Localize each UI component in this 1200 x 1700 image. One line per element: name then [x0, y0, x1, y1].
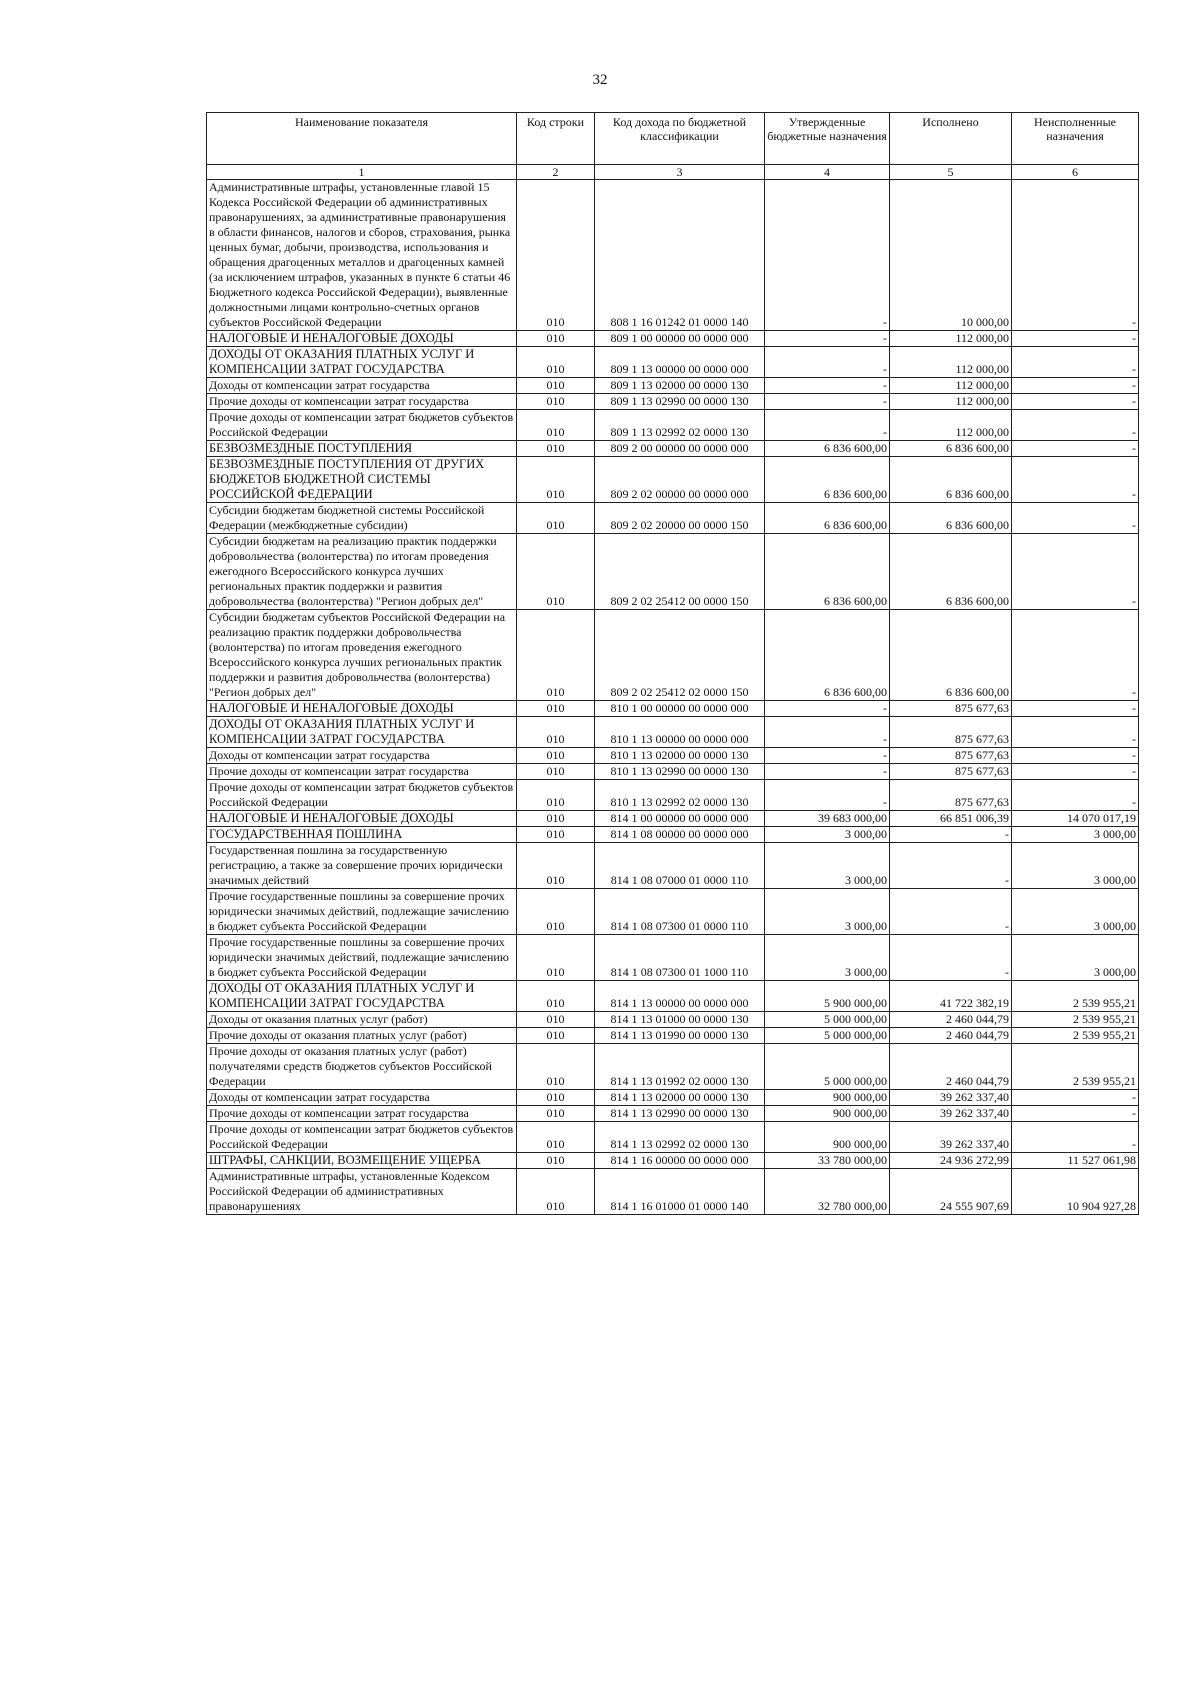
- table-row: [207, 410, 1139, 441]
- approved-amount: -: [765, 410, 890, 441]
- approved-amount: -: [765, 780, 890, 811]
- budget-classification-code: 808 1 16 01242 01 0000 140: [595, 180, 765, 331]
- unexecuted-amount: 11 527 061,98: [1012, 1153, 1139, 1169]
- executed-amount: 2 460 044,79: [890, 1044, 1012, 1090]
- budget-classification-code: 814 1 13 01992 02 0000 130: [595, 1044, 765, 1090]
- approved-amount: 3 000,00: [765, 889, 890, 935]
- table-row: [207, 717, 1139, 748]
- unexecuted-amount: -: [1012, 394, 1139, 410]
- executed-amount: 875 677,63: [890, 748, 1012, 764]
- column-number: 2: [517, 165, 595, 180]
- executed-amount: 112 000,00: [890, 347, 1012, 378]
- executed-amount: 112 000,00: [890, 410, 1012, 441]
- executed-amount: 24 936 272,99: [890, 1153, 1012, 1169]
- unexecuted-amount: -: [1012, 717, 1139, 748]
- approved-amount: 900 000,00: [765, 1090, 890, 1106]
- unexecuted-amount: -: [1012, 503, 1139, 534]
- table-row: [207, 441, 1139, 457]
- executed-amount: 6 836 600,00: [890, 534, 1012, 610]
- line-code: 010: [517, 1028, 595, 1044]
- line-code: 010: [517, 843, 595, 889]
- line-code: 010: [517, 811, 595, 827]
- column-number: 3: [595, 165, 765, 180]
- budget-classification-code: 814 1 00 00000 00 0000 000: [595, 811, 765, 827]
- indicator-name: Доходы от оказания платных услуг (работ): [207, 1012, 517, 1028]
- approved-amount: 5 000 000,00: [765, 1044, 890, 1090]
- budget-classification-code: 810 1 13 02990 00 0000 130: [595, 764, 765, 780]
- indicator-name: Доходы от компенсации затрат государства: [207, 1090, 517, 1106]
- unexecuted-amount: -: [1012, 780, 1139, 811]
- approved-amount: 5 900 000,00: [765, 981, 890, 1012]
- column-header: Неисполненные назначения: [1012, 113, 1139, 165]
- executed-amount: 39 262 337,40: [890, 1106, 1012, 1122]
- executed-amount: 2 460 044,79: [890, 1028, 1012, 1044]
- budget-classification-code: 814 1 08 07000 01 0000 110: [595, 843, 765, 889]
- table-row: [207, 180, 1139, 331]
- line-code: 010: [517, 1122, 595, 1153]
- table-header-row: [207, 113, 1139, 165]
- table-row: [207, 701, 1139, 717]
- executed-amount: 112 000,00: [890, 378, 1012, 394]
- line-code: 010: [517, 378, 595, 394]
- line-code: 010: [517, 935, 595, 981]
- approved-amount: -: [765, 180, 890, 331]
- budget-classification-code: 809 1 13 02000 00 0000 130: [595, 378, 765, 394]
- indicator-name: БЕЗВОЗМЕЗДНЫЕ ПОСТУПЛЕНИЯ: [207, 441, 517, 457]
- indicator-name: Прочие доходы от компенсации затрат бюджетов субъектов Российской Федерации: [207, 780, 517, 811]
- approved-amount: 6 836 600,00: [765, 441, 890, 457]
- executed-amount: 875 677,63: [890, 717, 1012, 748]
- budget-classification-code: 814 1 16 00000 00 0000 000: [595, 1153, 765, 1169]
- approved-amount: -: [765, 347, 890, 378]
- unexecuted-amount: -: [1012, 378, 1139, 394]
- indicator-name: ГОСУДАРСТВЕННАЯ ПОШЛИНА: [207, 827, 517, 843]
- budget-classification-code: 810 1 13 02000 00 0000 130: [595, 748, 765, 764]
- revenue-table: [206, 112, 1139, 1215]
- budget-classification-code: 809 2 02 25412 00 0000 150: [595, 534, 765, 610]
- table-row: [207, 534, 1139, 610]
- unexecuted-amount: -: [1012, 457, 1139, 503]
- indicator-name: Прочие доходы от компенсации затрат государства: [207, 394, 517, 410]
- table-row: [207, 1106, 1139, 1122]
- indicator-name: БЕЗВОЗМЕЗДНЫЕ ПОСТУПЛЕНИЯ ОТ ДРУГИХ БЮДЖЕТОВ БЮДЖЕТНОЙ СИСТЕМЫ РОССИЙСКОЙ ФЕДЕРАЦИИ: [207, 457, 517, 503]
- executed-amount: 875 677,63: [890, 764, 1012, 780]
- table-row: [207, 748, 1139, 764]
- unexecuted-amount: -: [1012, 441, 1139, 457]
- executed-amount: 6 836 600,00: [890, 610, 1012, 701]
- approved-amount: -: [765, 378, 890, 394]
- executed-amount: 2 460 044,79: [890, 1012, 1012, 1028]
- budget-classification-code: 810 1 00 00000 00 0000 000: [595, 701, 765, 717]
- approved-amount: 3 000,00: [765, 935, 890, 981]
- approved-amount: -: [765, 764, 890, 780]
- executed-amount: -: [890, 889, 1012, 935]
- indicator-name: Прочие доходы от оказания платных услуг (работ): [207, 1028, 517, 1044]
- budget-classification-code: 809 1 13 02992 02 0000 130: [595, 410, 765, 441]
- unexecuted-amount: -: [1012, 748, 1139, 764]
- table-row: [207, 1090, 1139, 1106]
- indicator-name: Прочие доходы от компенсации затрат бюджетов субъектов Российской Федерации: [207, 410, 517, 441]
- approved-amount: 3 000,00: [765, 843, 890, 889]
- unexecuted-amount: -: [1012, 1122, 1139, 1153]
- unexecuted-amount: 3 000,00: [1012, 827, 1139, 843]
- table-row: [207, 889, 1139, 935]
- table-row: [207, 1153, 1139, 1169]
- budget-classification-code: 814 1 13 02990 00 0000 130: [595, 1106, 765, 1122]
- line-code: 010: [517, 827, 595, 843]
- approved-amount: 900 000,00: [765, 1122, 890, 1153]
- budget-classification-code: 814 1 08 07300 01 0000 110: [595, 889, 765, 935]
- budget-classification-code: 814 1 08 00000 00 0000 000: [595, 827, 765, 843]
- line-code: 010: [517, 180, 595, 331]
- approved-amount: -: [765, 394, 890, 410]
- line-code: 010: [517, 457, 595, 503]
- line-code: 010: [517, 1169, 595, 1215]
- table-row: [207, 1028, 1139, 1044]
- approved-amount: 32 780 000,00: [765, 1169, 890, 1215]
- executed-amount: 10 000,00: [890, 180, 1012, 331]
- line-code: 010: [517, 1090, 595, 1106]
- budget-classification-code: 809 2 02 20000 00 0000 150: [595, 503, 765, 534]
- unexecuted-amount: -: [1012, 764, 1139, 780]
- budget-classification-code: 810 1 13 02992 02 0000 130: [595, 780, 765, 811]
- table-row: [207, 981, 1139, 1012]
- indicator-name: Субсидии бюджетам бюджетной системы Российской Федерации (межбюджетные субсидии): [207, 503, 517, 534]
- executed-amount: 6 836 600,00: [890, 441, 1012, 457]
- table-row: [207, 811, 1139, 827]
- executed-amount: 39 262 337,40: [890, 1090, 1012, 1106]
- line-code: 010: [517, 394, 595, 410]
- approved-amount: 39 683 000,00: [765, 811, 890, 827]
- approved-amount: 6 836 600,00: [765, 610, 890, 701]
- executed-amount: -: [890, 935, 1012, 981]
- line-code: 010: [517, 764, 595, 780]
- column-number-row: [207, 165, 1139, 180]
- line-code: 010: [517, 889, 595, 935]
- table-row: [207, 764, 1139, 780]
- indicator-name: Субсидии бюджетам на реализацию практик поддержки добровольчества (волонтерства) по итогам проведения ежегодного Всероссийского конкурса лучших региональных практик поддержки и развития добровольчества (волонтерства) "Регион добрых дел": [207, 534, 517, 610]
- approved-amount: 6 836 600,00: [765, 534, 890, 610]
- indicator-name: Прочие государственные пошлины за совершение прочих юридически значимых действий, подлежащие зачислению в бюджет субъекта Российской Федерации: [207, 935, 517, 981]
- executed-amount: 112 000,00: [890, 394, 1012, 410]
- line-code: 010: [517, 981, 595, 1012]
- indicator-name: Прочие доходы от компенсации затрат государства: [207, 764, 517, 780]
- column-header: Код строки: [517, 113, 595, 165]
- approved-amount: 3 000,00: [765, 827, 890, 843]
- table-row: [207, 331, 1139, 347]
- unexecuted-amount: 2 539 955,21: [1012, 1012, 1139, 1028]
- budget-classification-code: 814 1 13 02992 02 0000 130: [595, 1122, 765, 1153]
- column-header: Утвержденные бюджетные назначения: [765, 113, 890, 165]
- table-row: [207, 843, 1139, 889]
- indicator-name: ДОХОДЫ ОТ ОКАЗАНИЯ ПЛАТНЫХ УСЛУГ И КОМПЕНСАЦИИ ЗАТРАТ ГОСУДАРСТВА: [207, 717, 517, 748]
- table-row: [207, 378, 1139, 394]
- page-number: 32: [592, 72, 608, 88]
- executed-amount: 24 555 907,69: [890, 1169, 1012, 1215]
- indicator-name: ШТРАФЫ, САНКЦИИ, ВОЗМЕЩЕНИЕ УЩЕРБА: [207, 1153, 517, 1169]
- approved-amount: 5 000 000,00: [765, 1028, 890, 1044]
- approved-amount: -: [765, 748, 890, 764]
- approved-amount: 33 780 000,00: [765, 1153, 890, 1169]
- line-code: 010: [517, 331, 595, 347]
- unexecuted-amount: 2 539 955,21: [1012, 1044, 1139, 1090]
- budget-classification-code: 814 1 13 01000 00 0000 130: [595, 1012, 765, 1028]
- indicator-name: Субсидии бюджетам субъектов Российской Федерации на реализацию практик поддержки добровольчества (волонтерства) по итогам проведения ежегодного Всероссийского конкурса лучших региональных практик поддержки и развития добровольчества (волонтерства) "Регион добрых дел": [207, 610, 517, 701]
- unexecuted-amount: -: [1012, 1106, 1139, 1122]
- table-row: [207, 935, 1139, 981]
- table-row: [207, 1044, 1139, 1090]
- approved-amount: -: [765, 331, 890, 347]
- budget-classification-code: 809 1 13 02990 00 0000 130: [595, 394, 765, 410]
- budget-classification-code: 810 1 13 00000 00 0000 000: [595, 717, 765, 748]
- indicator-name: Доходы от компенсации затрат государства: [207, 378, 517, 394]
- column-header: Исполнено: [890, 113, 1012, 165]
- line-code: 010: [517, 1153, 595, 1169]
- line-code: 010: [517, 534, 595, 610]
- budget-classification-code: 814 1 08 07300 01 1000 110: [595, 935, 765, 981]
- line-code: 010: [517, 610, 595, 701]
- column-header: Код дохода по бюджетной классификации: [595, 113, 765, 165]
- budget-classification-code: 809 2 02 00000 00 0000 000: [595, 457, 765, 503]
- unexecuted-amount: -: [1012, 701, 1139, 717]
- table-row: [207, 827, 1139, 843]
- table-row: [207, 1169, 1139, 1215]
- unexecuted-amount: 3 000,00: [1012, 889, 1139, 935]
- line-code: 010: [517, 717, 595, 748]
- table-row: [207, 347, 1139, 378]
- approved-amount: 6 836 600,00: [765, 503, 890, 534]
- line-code: 010: [517, 1106, 595, 1122]
- executed-amount: 41 722 382,19: [890, 981, 1012, 1012]
- indicator-name: Государственная пошлина за государственную регистрацию, а также за совершение прочих юридически значимых действий: [207, 843, 517, 889]
- indicator-name: Административные штрафы, установленные главой 15 Кодекса Российской Федерации об административных правонарушениях, за административные правонарушения в области финансов, налогов и сборов, страхования, рынка ценных бумаг, добычи, производства, использования и обращения драгоценных металлов и драгоценных камней (за исключением штрафов, указанных в пункте 6 статьи 46 Бюджетного кодекса Российской Федерации), выявленные должностными лицами контрольно-счетных органов субъектов Российской Федерации: [207, 180, 517, 331]
- executed-amount: 875 677,63: [890, 780, 1012, 811]
- table-row: [207, 1122, 1139, 1153]
- unexecuted-amount: 10 904 927,28: [1012, 1169, 1139, 1215]
- unexecuted-amount: 3 000,00: [1012, 935, 1139, 981]
- table-body: [207, 180, 1139, 1215]
- table-row: [207, 503, 1139, 534]
- executed-amount: 875 677,63: [890, 701, 1012, 717]
- line-code: 010: [517, 1012, 595, 1028]
- budget-classification-code: 809 2 00 00000 00 0000 000: [595, 441, 765, 457]
- line-code: 010: [517, 780, 595, 811]
- line-code: 010: [517, 748, 595, 764]
- indicator-name: Прочие доходы от оказания платных услуг (работ) получателями средств бюджетов субъектов Российской Федерации: [207, 1044, 517, 1090]
- table-row: [207, 1012, 1139, 1028]
- unexecuted-amount: -: [1012, 410, 1139, 441]
- executed-amount: 6 836 600,00: [890, 457, 1012, 503]
- line-code: 010: [517, 347, 595, 378]
- table-row: [207, 780, 1139, 811]
- table-row: [207, 610, 1139, 701]
- approved-amount: -: [765, 701, 890, 717]
- column-number: 5: [890, 165, 1012, 180]
- line-code: 010: [517, 410, 595, 441]
- indicator-name: НАЛОГОВЫЕ И НЕНАЛОГОВЫЕ ДОХОДЫ: [207, 331, 517, 347]
- column-number: 1: [207, 165, 517, 180]
- line-code: 010: [517, 1044, 595, 1090]
- approved-amount: -: [765, 717, 890, 748]
- executed-amount: -: [890, 843, 1012, 889]
- approved-amount: 5 000 000,00: [765, 1012, 890, 1028]
- table-row: [207, 394, 1139, 410]
- budget-classification-code: 814 1 16 01000 01 0000 140: [595, 1169, 765, 1215]
- unexecuted-amount: -: [1012, 1090, 1139, 1106]
- indicator-name: НАЛОГОВЫЕ И НЕНАЛОГОВЫЕ ДОХОДЫ: [207, 701, 517, 717]
- indicator-name: ДОХОДЫ ОТ ОКАЗАНИЯ ПЛАТНЫХ УСЛУГ И КОМПЕНСАЦИИ ЗАТРАТ ГОСУДАРСТВА: [207, 981, 517, 1012]
- indicator-name: ДОХОДЫ ОТ ОКАЗАНИЯ ПЛАТНЫХ УСЛУГ И КОМПЕНСАЦИИ ЗАТРАТ ГОСУДАРСТВА: [207, 347, 517, 378]
- indicator-name: НАЛОГОВЫЕ И НЕНАЛОГОВЫЕ ДОХОДЫ: [207, 811, 517, 827]
- indicator-name: Доходы от компенсации затрат государства: [207, 748, 517, 764]
- unexecuted-amount: 14 070 017,19: [1012, 811, 1139, 827]
- line-code: 010: [517, 503, 595, 534]
- table-row: [207, 457, 1139, 503]
- unexecuted-amount: 2 539 955,21: [1012, 1028, 1139, 1044]
- executed-amount: 39 262 337,40: [890, 1122, 1012, 1153]
- budget-classification-code: 814 1 13 02000 00 0000 130: [595, 1090, 765, 1106]
- indicator-name: Прочие доходы от компенсации затрат государства: [207, 1106, 517, 1122]
- budget-classification-code: 814 1 13 00000 00 0000 000: [595, 981, 765, 1012]
- indicator-name: Административные штрафы, установленные Кодексом Российской Федерации об административных правонарушениях: [207, 1169, 517, 1215]
- indicator-name: Прочие доходы от компенсации затрат бюджетов субъектов Российской Федерации: [207, 1122, 517, 1153]
- budget-classification-code: 814 1 13 01990 00 0000 130: [595, 1028, 765, 1044]
- approved-amount: 900 000,00: [765, 1106, 890, 1122]
- column-number: 6: [1012, 165, 1139, 180]
- unexecuted-amount: -: [1012, 610, 1139, 701]
- line-code: 010: [517, 441, 595, 457]
- executed-amount: 66 851 006,39: [890, 811, 1012, 827]
- budget-classification-code: 809 1 13 00000 00 0000 000: [595, 347, 765, 378]
- budget-classification-code: 809 1 00 00000 00 0000 000: [595, 331, 765, 347]
- column-header: Наименование показателя: [207, 113, 517, 165]
- unexecuted-amount: -: [1012, 180, 1139, 331]
- unexecuted-amount: -: [1012, 534, 1139, 610]
- executed-amount: -: [890, 827, 1012, 843]
- executed-amount: 112 000,00: [890, 331, 1012, 347]
- approved-amount: 6 836 600,00: [765, 457, 890, 503]
- budget-classification-code: 809 2 02 25412 02 0000 150: [595, 610, 765, 701]
- unexecuted-amount: 3 000,00: [1012, 843, 1139, 889]
- column-number: 4: [765, 165, 890, 180]
- executed-amount: 6 836 600,00: [890, 503, 1012, 534]
- unexecuted-amount: -: [1012, 331, 1139, 347]
- line-code: 010: [517, 701, 595, 717]
- indicator-name: Прочие государственные пошлины за совершение прочих юридически значимых действий, подлежащие зачислению в бюджет субъекта Российской Федерации: [207, 889, 517, 935]
- unexecuted-amount: -: [1012, 347, 1139, 378]
- unexecuted-amount: 2 539 955,21: [1012, 981, 1139, 1012]
